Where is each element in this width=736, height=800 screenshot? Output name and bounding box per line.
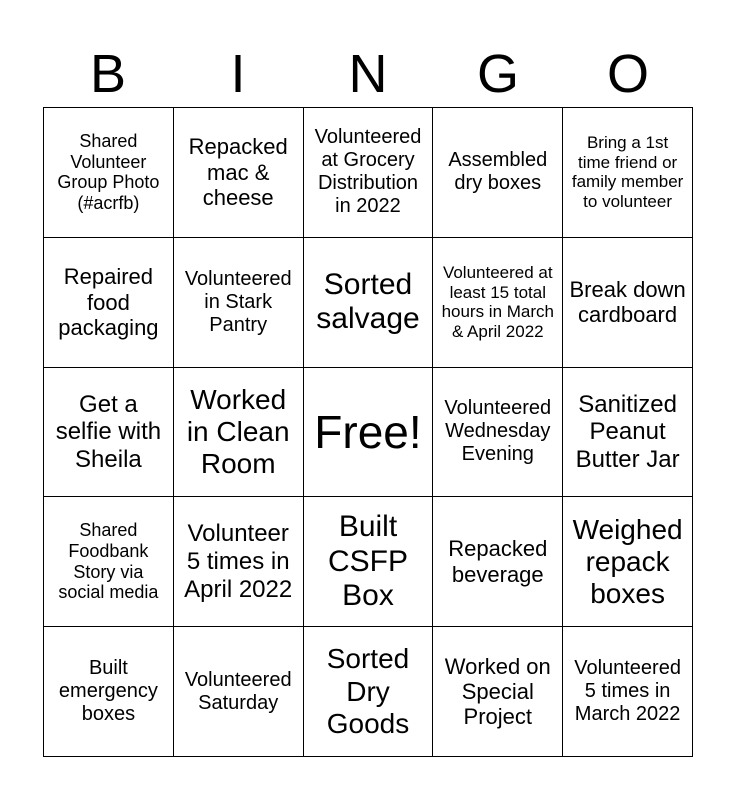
bingo-cell[interactable] <box>433 238 563 368</box>
bingo-cell-text: Get a selfie with Sheila <box>55 390 162 473</box>
bingo-cell[interactable] <box>44 368 174 498</box>
bingo-cell-text: Built CSFP Box <box>327 510 408 613</box>
header-letter-o: O <box>606 44 649 104</box>
bingo-cell-text: Shared Volunteer Group Photo (#acrfb) <box>57 131 160 214</box>
bingo-cell-text: Sanitized Peanut Butter Jar <box>575 390 680 473</box>
bingo-cell-text: Sorted Dry Goods <box>326 643 410 739</box>
bingo-cell[interactable] <box>433 627 563 757</box>
bingo-cell[interactable] <box>44 627 174 757</box>
bingo-card-grid <box>43 107 693 757</box>
bingo-cell[interactable] <box>174 108 304 238</box>
bingo-cell[interactable] <box>174 497 304 627</box>
bingo-cell[interactable] <box>563 368 693 498</box>
header-letter-g: G <box>476 44 519 104</box>
header-letter-b: B <box>89 44 127 104</box>
bingo-cell-text: Weighed repack boxes <box>572 513 683 609</box>
bingo-cell-text: Volunteered in Stark Pantry <box>184 267 292 336</box>
bingo-cell[interactable] <box>563 238 693 368</box>
bingo-cell-text: Volunteered at Grocery Distribution in 2022 <box>314 126 422 218</box>
bingo-cell[interactable] <box>304 497 434 627</box>
bingo-cell[interactable] <box>433 108 563 238</box>
bingo-cell-text: Volunteered Saturday <box>184 668 292 714</box>
bingo-cell[interactable] <box>563 627 693 757</box>
bingo-cell[interactable] <box>304 238 434 368</box>
bingo-cell[interactable] <box>174 627 304 757</box>
bingo-cell[interactable] <box>44 497 174 627</box>
bingo-cell-text: Assembled dry boxes <box>448 149 548 195</box>
header-letter-n: N <box>348 44 388 104</box>
bingo-cell-text: Break down cardboard <box>569 276 686 328</box>
bingo-cell[interactable] <box>304 108 434 238</box>
bingo-cell[interactable] <box>44 108 174 238</box>
free-space-cell[interactable] <box>304 368 434 498</box>
bingo-cell-text: Bring a 1st time friend or family member to volunteer <box>571 133 684 211</box>
bingo-cell[interactable] <box>563 108 693 238</box>
bingo-cell-text: Volunteer 5 times in April 2022 <box>184 520 293 603</box>
bingo-cell-text: Repacked beverage <box>448 536 548 587</box>
bingo-cell-text: Built emergency boxes <box>58 657 158 726</box>
bingo-cell[interactable] <box>174 238 304 368</box>
bingo-cell-text: Repaired food packaging <box>58 264 159 340</box>
bingo-cell-text: Worked on Special Project <box>444 653 551 730</box>
bingo-header <box>43 40 693 108</box>
bingo-cell-text: Worked in Clean Room <box>186 383 290 480</box>
bingo-cell-text: Volunteered Wednesday Evening <box>444 397 552 466</box>
bingo-cell[interactable] <box>433 497 563 627</box>
bingo-cell-text: Sorted salvage <box>316 267 420 336</box>
bingo-cell[interactable] <box>174 368 304 498</box>
bingo-cell-text: Volunteered at least 15 total hours in March & April 2022 <box>441 263 554 341</box>
bingo-cell[interactable] <box>433 368 563 498</box>
free-space-text: Free! <box>314 405 422 458</box>
bingo-cell[interactable] <box>304 627 434 757</box>
bingo-cell-text: Shared Foodbank Story via social media <box>58 520 159 603</box>
bingo-cell[interactable] <box>44 238 174 368</box>
bingo-cell-text: Repacked mac & cheese <box>188 134 288 211</box>
bingo-cell[interactable] <box>563 497 693 627</box>
bingo-cell-text: Volunteered 5 times in March 2022 <box>574 657 681 726</box>
header-letter-i: I <box>230 44 246 104</box>
